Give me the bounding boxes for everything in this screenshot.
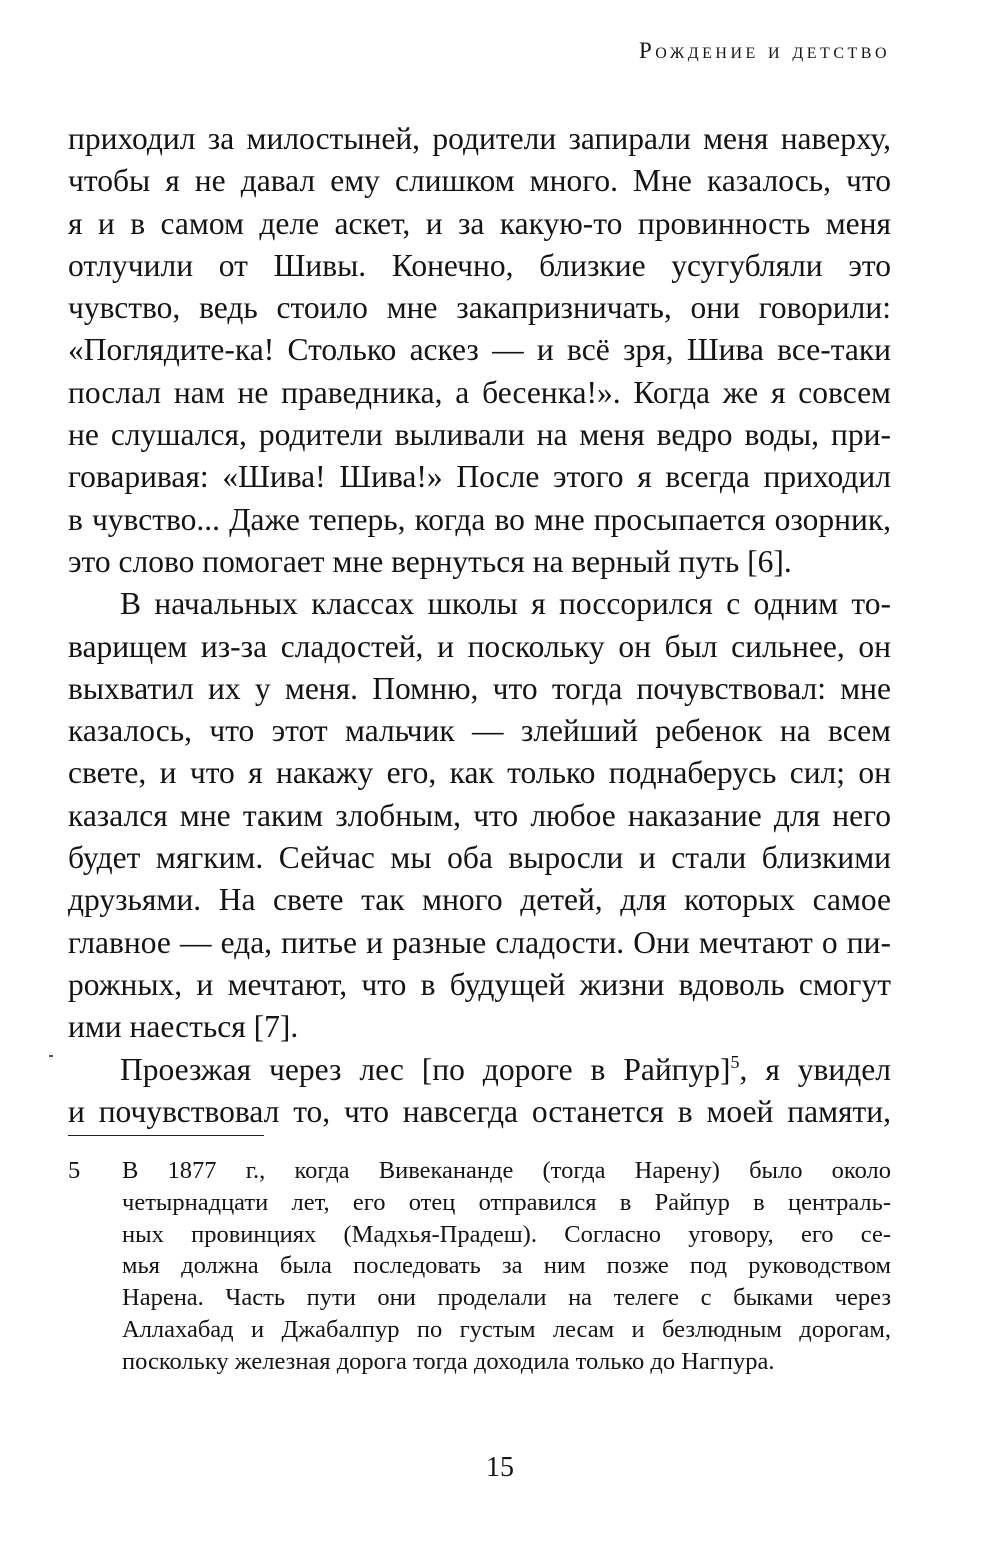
body-line: казался мне таким злобным, что любое наказание для него [68,797,891,833]
body-line: будет мягким. Сейчас мы оба выросли и стали близкими [68,840,891,876]
margin-mark [49,1055,53,1057]
body-line: приходил за милостыней, родители запирали меня наверху, [68,121,891,156]
footnote-reference: 5 [730,1051,740,1072]
footnote-line: ных провинциях (Мадхья-Прадеш). Согласно уговору, его се- [122,1220,891,1248]
body-line: выхватил их у меня. Помню, что тогда почувствовал: мне [68,670,891,706]
body-line: В начальных классах школы я поссорился с одним то- [120,586,891,622]
footnote-divider [68,1135,264,1136]
body-line: в чувство... Даже теперь, когда во мне просыпается озорник, [68,501,891,537]
body-line-segment: , я увидел [739,1051,891,1087]
body-line: казалось, что этот мальчик — злейший ребенок на всем [68,713,891,749]
footnote-line: Аллахабад и Джабалпур по густым лесам и безлюдным дорогам, [122,1315,891,1343]
body-line: друзьями. На свете так много детей, для которых самое [68,882,891,918]
body-line: главное — еда, питье и разные сладости. Они мечтают о пи- [68,924,891,960]
running-header: Рождение и детство [638,38,890,63]
footnote-line: поскольку железная дорога тогда доходила только до Нагпура. [122,1347,775,1375]
body-line: послал нам не праведника, а бесенка!». Когда же я совсем [68,374,891,410]
footnote-line: четырнадцати лет, его отец отправился в Райпур в централь- [122,1188,891,1216]
body-line-segment: Проезжая через лес [по дороге в Райпур] [120,1051,731,1087]
body-line: не слушался, родители выливали на меня ведро воды, при- [68,417,891,453]
body-line: говаривая: «Шива! Шива!» После этого я всегда приходил [68,459,891,495]
body-line: и почувствовал то, что навсегда останется в моей памяти, [68,1093,891,1129]
body-line: я и в самом деле аскет, и за какую-то провинность меня [68,205,891,241]
body-line: ими наесться [7]. [68,1009,299,1045]
body-line: свете, и что я накажу его, как только поднаберусь сил; он [68,755,891,791]
footnote-number: 5 [68,1157,81,1184]
body-text [68,118,891,1133]
footnote-line: Нарена. Часть пути они проделали на телеге с быками через [122,1284,891,1312]
body-line: «Поглядите-ка! Столько аскез — и всё зря, Шива все-таки [68,332,891,368]
body-line [68,1049,891,1091]
footnote-line: В 1877 г., когда Вивекананде (тогда Нарену) было около [122,1157,891,1184]
page-number: 15 [486,1452,514,1483]
body-line: отлучили от Шивы. Конечно, близкие усугубляли это [68,247,891,283]
footnote-text [122,1155,891,1378]
body-line: чувство, ведь стоило мне закапризничать, они говорили: [68,290,891,326]
body-line: это слово помогает мне вернуться на верный путь [6]. [68,543,792,579]
footnote-line: мья должна была последовать за ним позже под руководством [122,1252,891,1280]
body-line: чтобы я не давал ему слишком много. Мне казалось, что [68,163,891,199]
body-line: рожных, и мечтают, что в будущей жизни вдоволь смогут [68,966,891,1002]
body-line: варищем из-за сладостей, и поскольку он был сильнее, он [68,628,891,664]
